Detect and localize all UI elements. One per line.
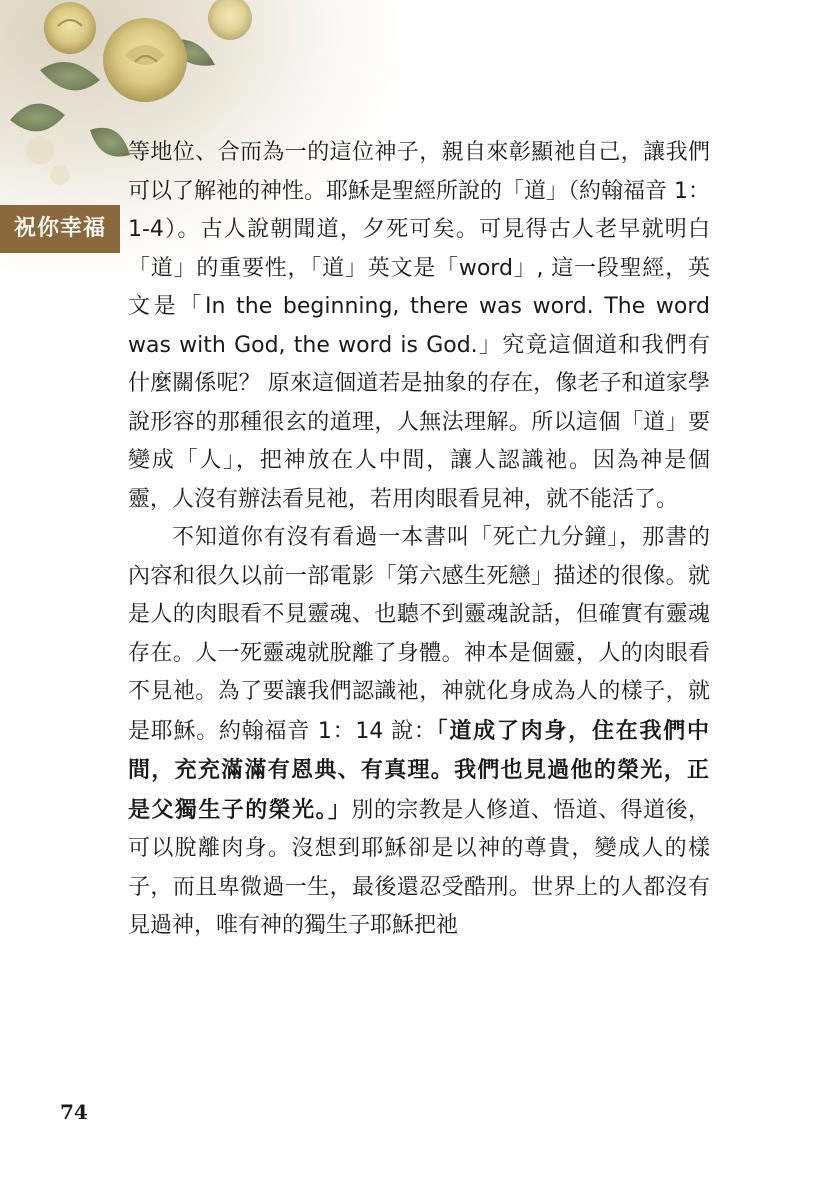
body-text	[128, 134, 710, 946]
paragraph-1: 等地位、合而為一的這位神子，親自來彰顯祂自己，讓我們可以了解祂的神性。耶穌是聖經所說的「道」（約翰福音 1：1-4）。古人說朝聞道，夕死可矣。可見得古人老早就明白「道」的重要性，「道」英文是「word」, 這一段聖經，英文是「In the beginning, there was word. The word was with God, the word is God.」究竟這個道和我們有什麼關係呢？ 原來這個道若是抽象的存在，像老子和道家學說形容的那種很玄的道理，人無法理解。所以這個「道」要變成「人」，把神放在人中間，讓人認識祂。因為神是個靈，人沒有辦法看見祂，若用肉眼看見神，就不能活了。	[128, 140, 710, 512]
paragraph-2	[128, 519, 710, 946]
page-number: 74	[60, 1100, 88, 1124]
scripture-quote: 「道成了肉身，住在我們中間，充充滿滿有恩典、有真理。我們也見過他的榮光，正是父獨生子的榮光。」	[128, 717, 710, 823]
section-title-tab: 祝你幸福	[0, 205, 120, 253]
paragraph-2-text: 不知道你有沒有看過一本書叫「死亡九分鐘」，那書的內容和很久以前一部電影「第六感生死戀」描述的很像。就是人的肉眼看不見靈魂、也聽不到靈魂說話，但確實有靈魂存在。人一死靈魂就脫離了身體。神本是個靈，人的肉眼看不見祂。為了要讓我們認識祂，神就化身成為人的樣子，就是耶穌。約翰福音 1：14 說：	[128, 525, 710, 744]
paragraph-2-continuation: 別的宗教是人修道、悟道、得道後，可以脫離肉身。沒想到耶穌卻是以神的尊貴，變成人的樣子，而且卑微過一生，最後還忍受酷刑。世界上的人都沒有見過神，唯有神的獨生子耶穌把祂	[128, 797, 710, 938]
